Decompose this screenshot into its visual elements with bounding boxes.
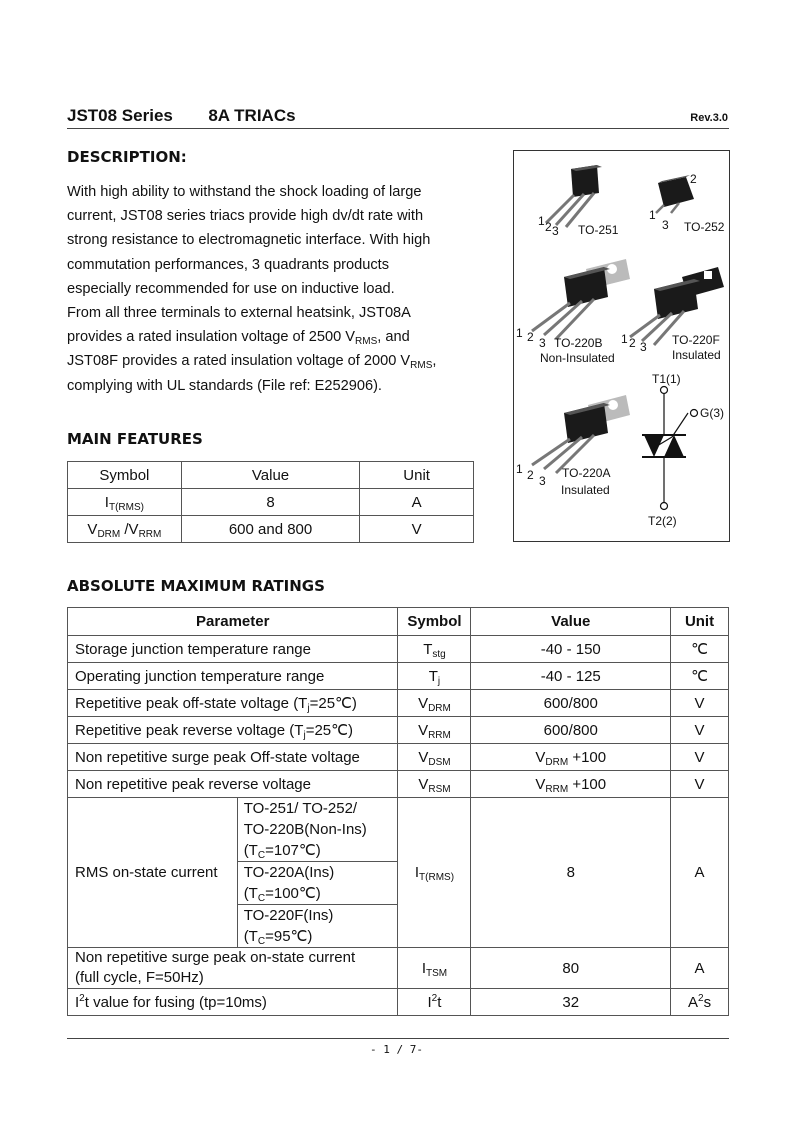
col-symbol: Symbol [398,608,471,636]
description-heading: DESCRIPTION: [67,148,187,166]
table-row [68,798,729,862]
col-value: Value [471,608,671,636]
to251-label: TO-251 [578,223,619,237]
pin-label: 1 [516,326,523,340]
desc-line: current, JST08 series triacs provide high dv/dt rate with [67,208,424,225]
symbol-cell: $T_{stg}$ [398,636,471,663]
pin-label: 2 [629,336,636,350]
param-cell: Repetitive peak reverse voltage $(T_j=25℃)$ [68,717,398,744]
pin-label: 1 [649,208,656,222]
to220b-package-image [532,259,630,339]
col-parameter: Parameter [68,608,398,636]
ratings-heading: ABSOLUTE MAXIMUM RATINGS [67,577,325,595]
pin-label: 2 [527,468,534,482]
table-row [68,663,729,690]
pin-label: 1 [621,332,628,346]
value-cell: -40 - 125 [471,663,671,690]
package-figure [513,150,730,542]
absolute-maximum-ratings-table [67,607,729,1016]
desc-line: commutation performances, 3 quadrants products [67,256,390,273]
table-row [68,744,729,771]
description-text [67,180,487,398]
symbol-cell: $V_{DRM}$ [398,690,471,717]
param-cell: $I^2t$ value for fusing (tp=10ms) [68,989,398,1016]
document-title [67,106,296,126]
unit-cell: $A^2s$ [671,989,729,1016]
to251-package-image [546,165,602,227]
pin-label: 3 [662,218,669,232]
unit-cell: A [671,798,729,948]
unit-cell: ℃ [671,636,729,663]
table-header-row [68,462,474,489]
table-row [68,690,729,717]
unit-cell: A [671,948,729,989]
pin-label: 2 [690,172,697,186]
insulated-label: Insulated [561,483,610,497]
symbol-cell: $V_{DSM}$ [398,744,471,771]
symbol-cell: $V_{RRM}$ [398,717,471,744]
main-features-table [67,461,474,543]
subparam-cell: TO-220A(Ins) $(T_C=100℃)$ [237,862,398,905]
col-unit: Unit [671,608,729,636]
to220a-package-image [532,395,630,473]
unit-cell: V [671,744,729,771]
to220a-label: TO-220A [562,466,611,480]
unit-cell: V [671,717,729,744]
param-cell: Non repetitive surge peak Off-state voltage [68,744,398,771]
pin-label: 3 [539,336,546,350]
col-unit: Unit [360,462,474,489]
unit-cell: ℃ [671,663,729,690]
table-row [68,771,729,798]
col-symbol: Symbol [68,462,182,489]
param-cell: Storage junction temperature range [68,636,398,663]
unit-cell: V [671,771,729,798]
value-cell: 8 [181,489,360,516]
unit-cell: V [671,690,729,717]
value-cell: 8 [471,798,671,948]
product-name: 8A TRIACs [208,106,296,125]
desc-line: JST08F provides a rated insulation voltage of 2000 $V_{RMS}$, [67,353,437,372]
terminal-g-label: G(3) [700,406,724,420]
param-cell: RMS on-state current [68,798,238,948]
page-number: - 1 / 7- [370,1043,423,1056]
to252-package-image [656,175,694,213]
insulated-label: Insulated [672,348,721,362]
table-row [68,989,729,1016]
subparam-cell: TO-251/ TO-252/ TO-220B(Non-Ins) $(T_C=107℃)$ [237,798,398,862]
non-insulated-label: Non-Insulated [540,351,615,365]
revision-label: Rev.3.0 [690,112,728,124]
value-cell: 600 and 800 [181,516,360,543]
table-row [68,516,474,543]
pin-label: 1 [538,214,545,228]
param-cell: Operating junction temperature range [68,663,398,690]
table-row [68,948,729,989]
to220f-label: TO-220F [672,333,720,347]
value-cell: -40 - 150 [471,636,671,663]
symbol-cell: $I^2t$ [398,989,471,1016]
symbol-cell: $V_{DRM}$ $/V_{RRM}$ [68,516,182,543]
pin-label: 2 [545,220,552,234]
to220b-label: TO-220B [554,336,603,350]
value-cell: $V_{RRM} +100$ [471,771,671,798]
table-row [68,717,729,744]
desc-line: strong resistance to electromagnetic interface. With high [67,232,431,249]
table-row [68,636,729,663]
terminal-t2-label: T2(2) [648,514,677,528]
subparam-cell: TO-220F(Ins) $(T_C=95℃)$ [237,905,398,948]
unit-cell: A [360,489,474,516]
pin-label: 2 [527,330,534,344]
value-cell: 32 [471,989,671,1016]
value-cell: 600/800 [471,717,671,744]
symbol-cell: $V_{RSM}$ [398,771,471,798]
triac-symbol [642,387,698,510]
to252-label: TO-252 [684,220,725,234]
value-cell: $V_{DRM} +100$ [471,744,671,771]
desc-line: With high ability to withstand the shock loading of large [67,184,422,200]
pin-label: 3 [552,224,559,238]
symbol-cell: $I_{T(RMS)}$ [398,798,471,948]
table-row [68,489,474,516]
symbol-cell: $T_j$ [398,663,471,690]
table-header-row [68,608,729,636]
param-cell: Non repetitive peak reverse voltage [68,771,398,798]
param-cell: Repetitive peak off-state voltage $(T_j=25℃)$ [68,690,398,717]
value-cell: 600/800 [471,690,671,717]
symbol-cell: $I_{T(RMS)}$ [68,489,182,516]
pin-label: 3 [539,474,546,488]
pin-label: 1 [516,462,523,476]
col-value: Value [181,462,360,489]
desc-line: provides a rated insulation voltage of 2500 $V_{RMS}$, and [67,329,410,348]
series-name: JST08 Series [67,106,173,125]
param-cell: Non repetitive surge peak on-state current (full cycle, F=50Hz) [68,948,398,989]
unit-cell: V [360,516,474,543]
main-features-heading: MAIN FEATURES [67,430,203,448]
desc-line: From all three terminals to external heatsink, JST08A [67,305,411,322]
footer-divider [67,1038,729,1039]
value-cell: 80 [471,948,671,989]
terminal-t1-label: T1(1) [652,372,681,386]
symbol-cell: $I_{TSM}$ [398,948,471,989]
desc-line: especially recommended for use on inductive load. [67,280,395,297]
header-divider [67,128,729,129]
pin-label: 3 [640,340,647,354]
desc-line: complying with UL standards (File ref: E252906). [67,377,382,394]
